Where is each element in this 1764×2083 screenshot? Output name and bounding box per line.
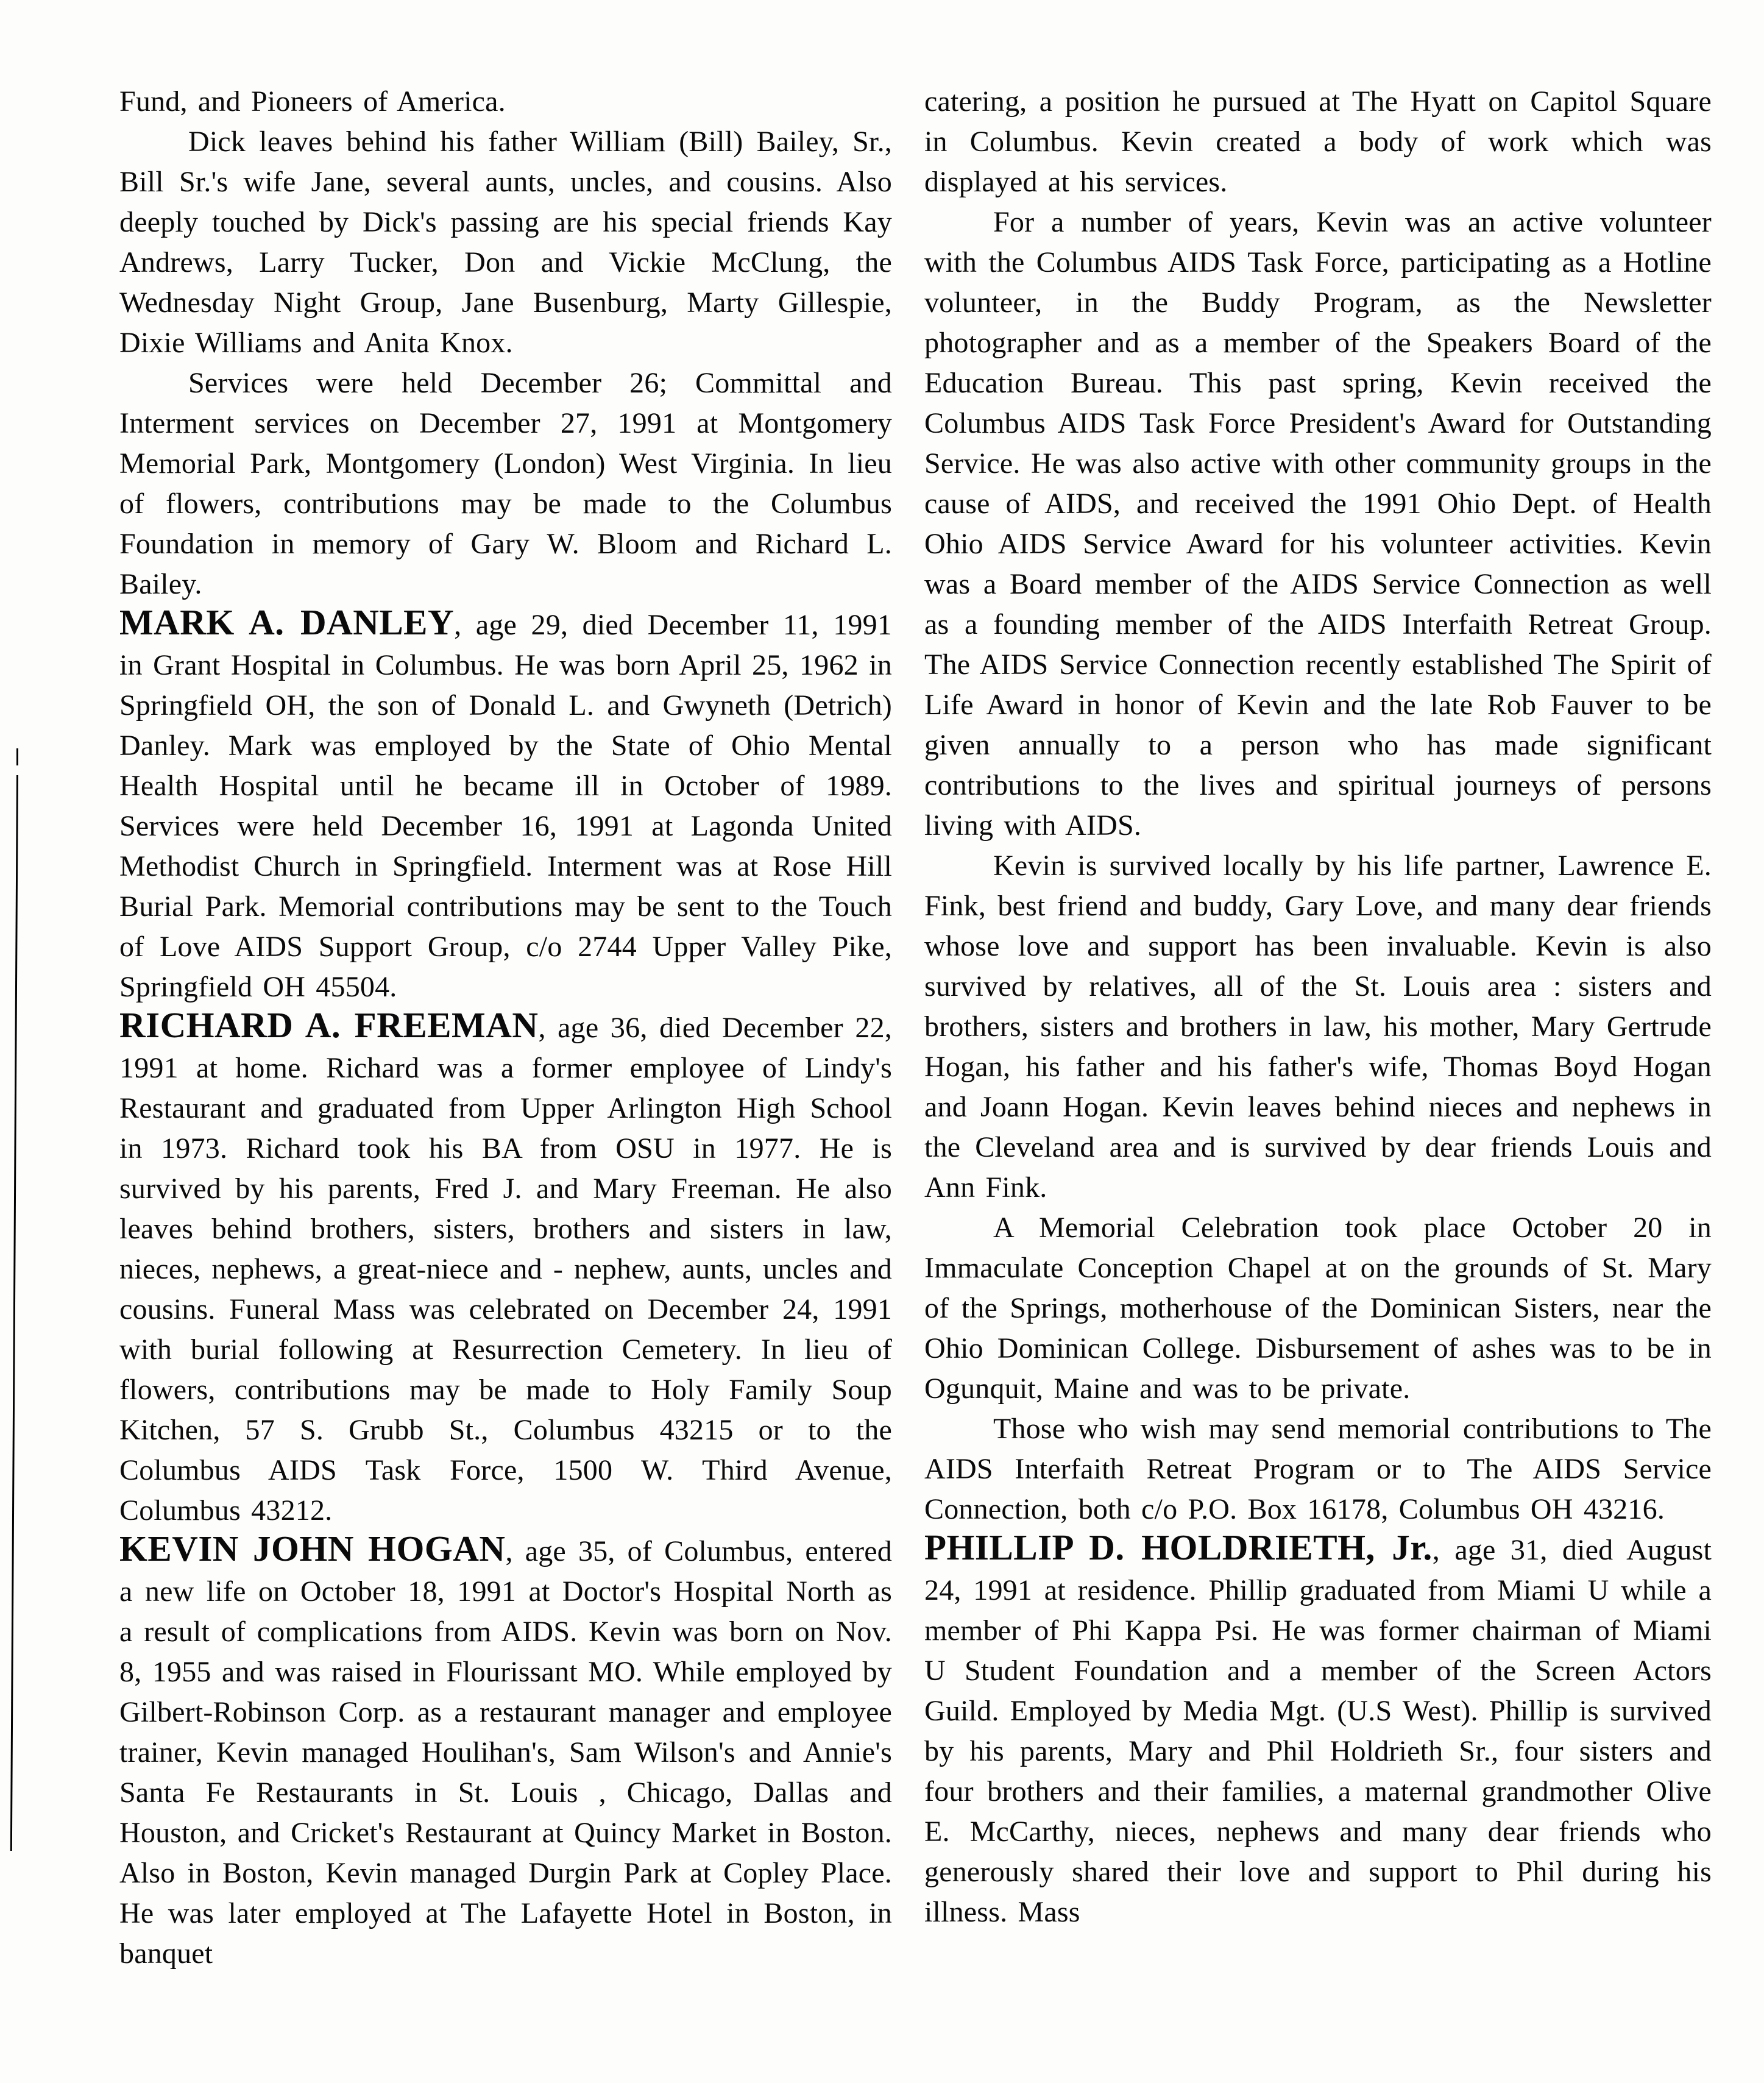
obituary-entry-danley xyxy=(119,602,892,1007)
scan-line-artifact xyxy=(16,748,18,765)
obituary-text: , age 35, of Columbus, entered a new life on October 18, 1991 at Doctor's Hospital North as a result of complications from AIDS. Kevin was born on Nov. 8, 1955 and was raised in Flourissant MO. While employed by Gilbert-Robinson Corp. as a restaurant manager and employee trainer, Kevin managed Houlihan's, Sam Wilson's and Annie's Santa Fe Restaurants in St. Louis , Chicago, Dallas and Houston, and Cricket's Restaurant at Quincy Market in Boston. Also in Boston, Kevin managed Durgin Park at Copley Place. He was later employed at The Lafayette Hotel in Boston, in banquet xyxy=(119,1535,892,1970)
obituary-entry-freeman xyxy=(119,1007,892,1531)
left-column xyxy=(119,82,892,2056)
right-column xyxy=(924,82,1712,2056)
obituary-text: , age 36, died December 22, 1991 at home. Richard was a former employee of Lindy's Restaurant and graduated from Upper Arlington High School in 1973. Richard took his BA from OSU in 1977. He is survived by his parents, Fred J. and Mary Freeman. He also leaves behind brothers, sisters, brothers and sisters in law, nieces, nephews, a great-niece and - nephew, aunts, uncles and cousins. Funeral Mass was celebrated on December 24, 1991 with burial following at Resurrection Cemetery. In lieu of flowers, contributions may be made to Holy Family Soup Kitchen, 57 S. Grubb St., Columbus 43215 or to the Columbus AIDS Task Force, 1500 W. Third Avenue, Columbus 43212. xyxy=(119,1012,892,1527)
scan-line-artifact xyxy=(10,775,18,1851)
paragraph-continuation: catering, a position he pursued at The Hyatt on Capitol Square in Columbus. Kevin created a body of work which was displayed at his services. xyxy=(924,85,1712,198)
paragraph-dick-survivors: Dick leaves behind his father William (Bill) Bailey, Sr., Bill Sr.'s wife Jane, several aunts, uncles, and cousins. Also deeply touched by Dick's passing are his special friends Kay Andrews, Larry Tucker, Don and Vickie McClung, the Wednesday Night Group, Jane Busenburg, Marty Gillespie, Dixie Williams and Anita Knox. xyxy=(119,126,892,359)
obituary-entry-hogan xyxy=(119,1528,892,1974)
obituary-name: MARK A. DANLEY xyxy=(119,602,455,642)
obituary-name: PHILLIP D. HOLDRIETH, Jr. xyxy=(924,1527,1433,1567)
obituary-name: KEVIN JOHN HOGAN xyxy=(119,1528,506,1569)
paragraph-hogan-contributions: Those who wish may send memorial contributions to The AIDS Interfaith Retreat Program or to The AIDS Service Connection, both c/o P.O. Box 16178, Columbus OH 43216. xyxy=(924,1413,1712,1525)
paragraph-hogan-memorial: A Memorial Celebration took place October 20 in Immaculate Conception Chapel at on the grounds of St. Mary of the Springs, motherhouse of the Dominican Sisters, near the Ohio Dominican College. Disbursement of ashes was to be in Ogunquit, Maine and was to be private. xyxy=(924,1212,1712,1405)
obituary-entry-holdrieth xyxy=(924,1527,1712,1932)
paragraph-dick-services: Services were held December 26; Committal and Interment services on December 27, 1991 at Montgomery Memorial Park, Montgomery (London) West Virginia. In lieu of flowers, contributions may be made to the Columbus Foundation in memory of Gary W. Bloom and Richard L. Bailey. xyxy=(119,367,892,600)
obituary-text: , age 29, died December 11, 1991 in Grant Hospital in Columbus. He was born April 25, 1962 in Springfield OH, the son of Donald L. and Gwyneth (Detrich) Danley. Mark was employed by the State of Ohio Mental Health Hospital until he became ill in October of 1989. Services were held December 16, 1991 at Lagonda United Methodist Church in Springfield. Interment was at Rose Hill Burial Park. Memorial contributions may be sent to the Touch of Love AIDS Support Group, c/o 2744 Upper Valley Pike, Springfield OH 45504. xyxy=(119,609,892,1003)
obituary-name: RICHARD A. FREEMAN xyxy=(119,1005,539,1045)
paragraph-continuation: Fund, and Pioneers of America. xyxy=(119,85,506,118)
paragraph-hogan-volunteer: For a number of years, Kevin was an active volunteer with the Columbus AIDS Task Force, participating as a Hotline volunteer, in the Buddy Program, as the Newsletter photographer and as a member of the Speakers Board of the Education Bureau. This past spring, Kevin received the Columbus AIDS Task Force President's Award for Outstanding Service. He was also active with other community groups in the cause of AIDS, and received the 1991 Ohio Dept. of Health Ohio AIDS Service Award for his volunteer activities. Kevin was a Board member of the AIDS Service Connection as well as a founding member of the AIDS Interfaith Retreat Group. The AIDS Service Connection recently established The Spirit of Life Award in honor of Kevin and the late Rob Fauver to be given annually to a person who has made significant contributions to the lives and spiritual journeys of persons living with AIDS. xyxy=(924,206,1712,842)
paragraph-hogan-survivors: Kevin is survived locally by his life partner, Lawrence E. Fink, best friend and buddy, Gary Love, and many dear friends whose love and support has been invaluable. Kevin is also survived by relatives, all of the St. Louis area : sisters and brothers, sisters and brothers in law, his mother, Mary Gertrude Hogan, his father and his father's wife, Thomas Boyd Hogan and Joann Hogan. Kevin leaves behind nieces and nephews in the Cleveland area and is survived by dear friends Louis and Ann Fink. xyxy=(924,850,1712,1204)
obituary-text: , age 31, died August 24, 1991 at residence. Phillip graduated from Miami U while a member of Phi Kappa Psi. He was former chairman of Miami U Student Foundation and a member of the Screen Actors Guild. Employed by Media Mgt. (U.S West). Phillip is survived by his parents, Mary and Phil Holdrieth Sr., four sisters and four brothers and their families, a maternal grandmother Olive E. McCarthy, nieces, nephews and many dear friends who generously shared their love and support to Phil during his illness. Mass xyxy=(924,1534,1712,1928)
